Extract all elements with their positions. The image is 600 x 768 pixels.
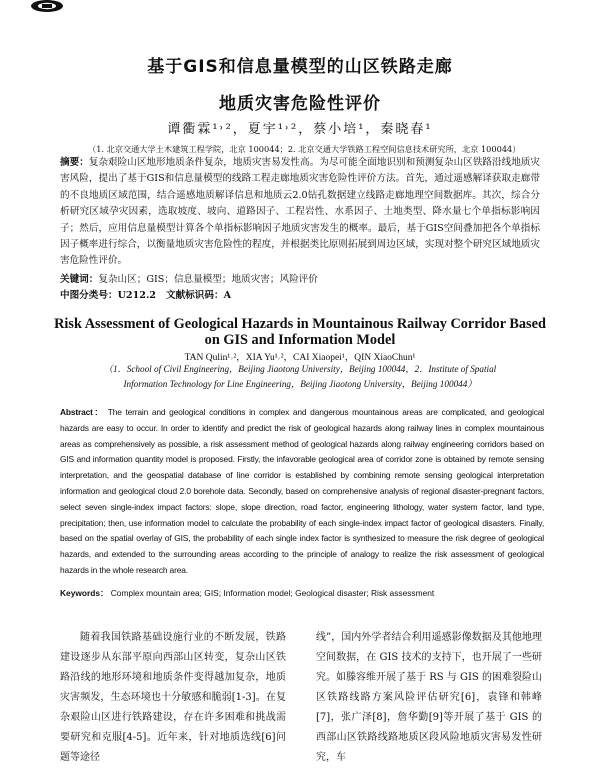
chinese-abstract-text: 复杂艰险山区地形地质条件复杂，地质灾害易发性高。为尽可能全面地识别和预测复杂山区铁路沿线地质灾害风险，提出了基于GIS和信息量模型的线路工程走廊地质灾害危险性评价方法。首先，通过遥感解译获取走廊带的不良地质区域范围，结合遥感地质解译信息和地质云2.0钻孔数据建立线路走廊地理空间数据库。其次，综合分析研究区域孕灾因素，选取坡度、坡向、道路因子、工程岩性、水系因子、土地类型、降水量七个单指标影响因子；然后，应用信息量模型计算各个单指标影响因子地质灾害发生的概率。最后，基于GIS空间叠加把各个单指标因子概率进行综合，以衡量地质灾害危险性的程度，并根据类比原则拓展到周边区域，实现对整个研究区域地质灾害危险性评价。: [60, 157, 541, 267]
clc-value: U212.2: [117, 290, 156, 301]
chinese-keywords-text: 复杂山区；GIS；信息量模型；地质灾害；风险评价: [98, 274, 318, 285]
english-title-line-1: Risk Assessment of Geological Hazards in Mountainous Railway Corridor Based: [54, 316, 546, 332]
english-keywords: [60, 587, 544, 599]
chinese-title-line-2: 地质灾害危险性评价: [219, 94, 381, 114]
english-abstract: [60, 405, 544, 579]
chinese-abstract: [60, 155, 540, 270]
english-affiliations: （1．School of Civil Engineering，Beijing Jiaotong University，Beijing 100044，2．Institute of Spatial Information Technology for Line Engineering，Beijing Jiaotong University，Beijing 100044）: [103, 364, 497, 389]
chinese-keywords: [60, 272, 540, 288]
document-code-label: 文献标识码：: [166, 290, 224, 301]
chinese-keywords-label: 关键词：: [60, 274, 99, 285]
english-abstract-label: Abstract：: [60, 407, 105, 417]
clc-label: 中图分类号：: [60, 290, 118, 301]
journal-logo-icon: [30, 0, 64, 14]
english-keywords-label: Keywords：: [60, 588, 109, 598]
chinese-affiliations: （1. 北京交通大学土木建筑工程学院，北京 100044；2. 北京交通大学铁路工程空间信息技术研究所，北京 100044）: [88, 144, 521, 154]
chinese-classification: [60, 288, 540, 304]
english-keywords-text: Complex mountain area; GIS; Information model; Geological disaster; Risk assessment: [110, 588, 435, 598]
body-right-column: 线”，国内外学者结合利用遥感影像数据及其他地理空间数据，在 GIS 技术的支持下，也开展了一些研究。如滕容维开展了基于 RS 与 GIS 的困难裂险山区铁路线路方案风险评估研究[6]，袁锋和韩峰[7]，张广泽[8]，詹华勤[9]等开展了基于 GIS 的西部山区铁路线路地质区段风险地质灾害易发性研究，车: [316, 632, 542, 763]
body-left-column: 随着我国铁路基础设施行业的不断发展，铁路建设逐步从东部平原向西部山区转变，复杂山区铁路沿线的地形环境和地质条件变得越加复杂，地质灾害频发，生态环境也十分敏感和脆弱[1-3]。在复杂艰险山区进行铁路建设，存在许多困难和挑战需要研究和克服[4-5]。近年来，针对地质选线[6]问题等途径: [60, 632, 286, 763]
english-authors: TAN Qulin¹˒²，XIA Yu¹˒²，CAI Xiaopei¹，QIN XiaoChun¹: [184, 353, 416, 363]
english-title-line-2: on GIS and Information Model: [204, 332, 396, 348]
english-abstract-text: The terrain and geological conditions in complex and dangerous mountainous areas are complicated, and geological hazards are easy to occur. In order to identify and predict the risk of geological hazards along railway lines in complex mountainous areas as comprehensively as possible, a risk assessment method of geological hazards along railway engineering corridors based on GIS and information quantity model is proposed. Firstly, the infavorable geological area of corridor zone is obtained by remote sensing interpretation, and the geospatial database of line corridor is established by combining remote sensing geological interpretation information and geological cloud 2.0 borehole data. Secondly, based on comprehensive analysis of regional disaster-pregnant factors, select seven single-index impact factors: slope, slope direction, road factor, engineering lithology, water system factor, land type, precipitation; then, use information model to calculate the probability of each single-index impact factor of geological disasters. Finally, based on the spatial overlay of GIS, the probability of each single index factor is synthesized to measure the risk degree of geological hazards, and extended to the surrounding areas according to the principle of analogy to realize the risk assessment of geological hazards in the whole research area.: [60, 407, 544, 575]
chinese-title-line-1: 基于GIS和信息量模型的山区铁路走廊: [147, 57, 453, 77]
document-code-value: A: [223, 290, 232, 301]
chinese-abstract-label: 摘要：: [60, 157, 89, 168]
chinese-authors: 谭衢霖¹˒²，夏宇¹˒²，蔡小培¹，秦晓春¹: [167, 122, 433, 137]
